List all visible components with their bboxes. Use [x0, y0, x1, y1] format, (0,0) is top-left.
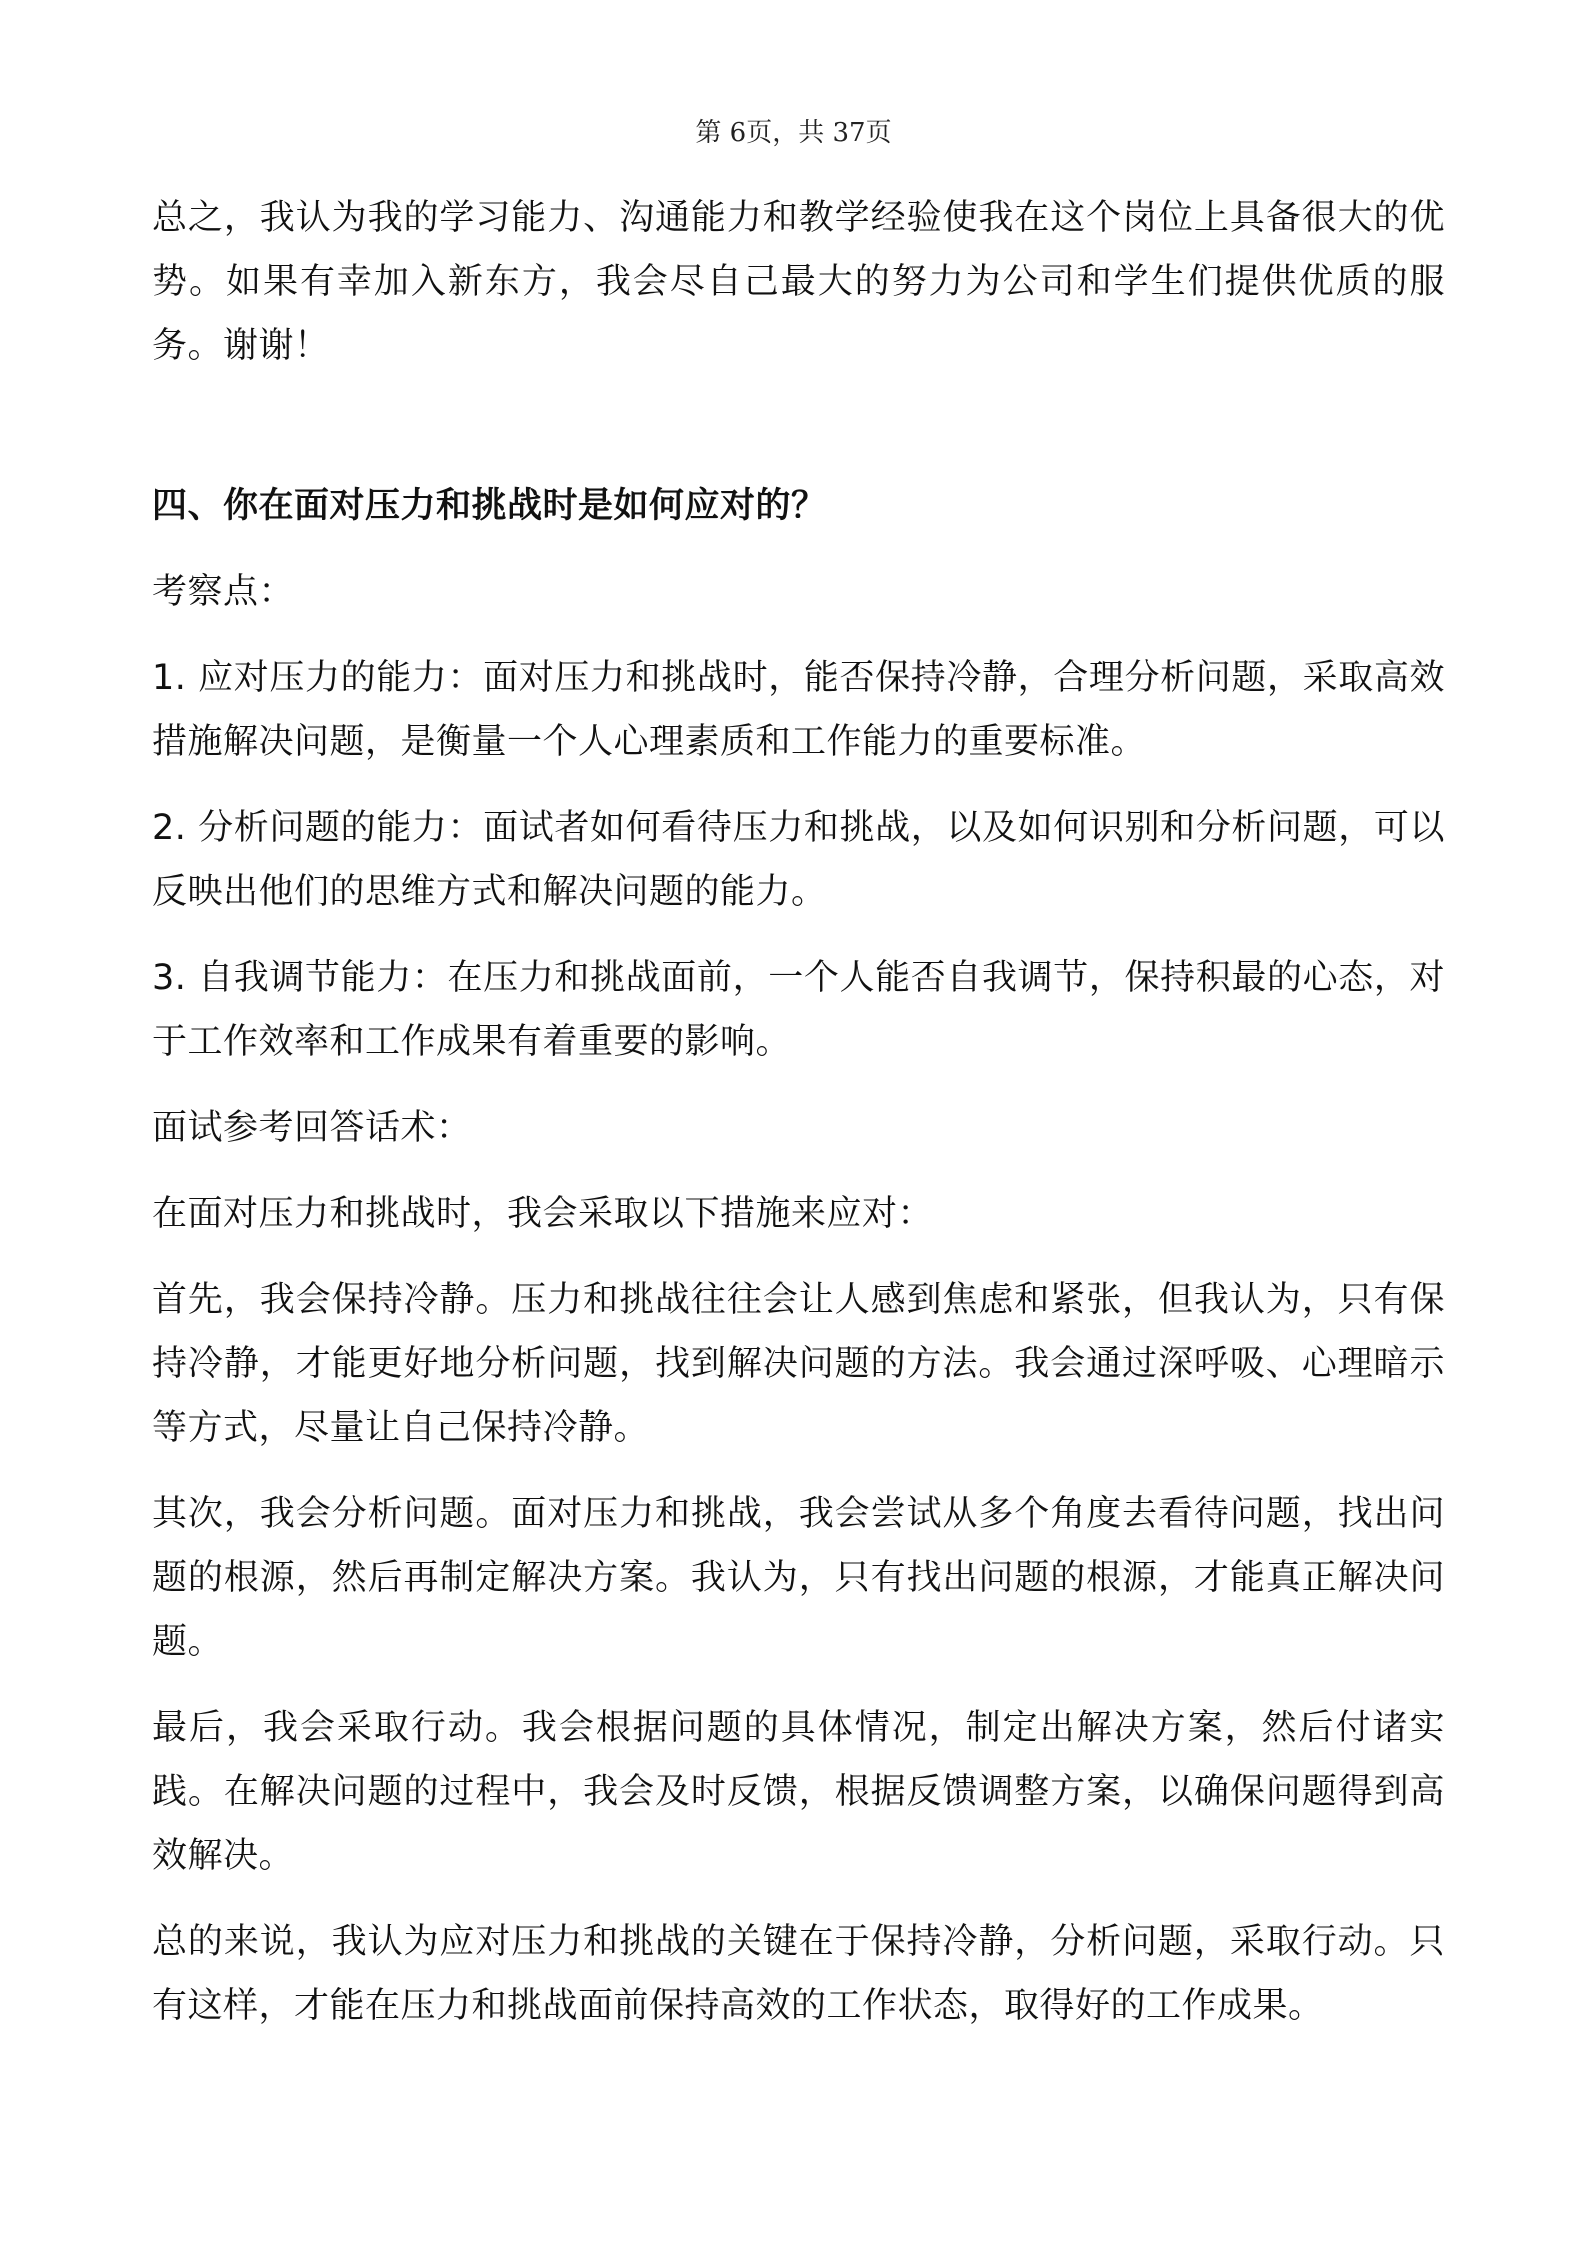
- point-item-1: 1. 应对压力的能力：面对压力和挑战时，能否保持冷静，合理分析问题，采取高效措施解决问题，是衡量一个人心理素质和工作能力的重要标准。: [152, 658, 1445, 762]
- section-heading: 四、你在面对压力和挑战时是如何应对的？: [152, 486, 827, 526]
- answer-label: 面试参考回答话术：: [152, 1108, 472, 1148]
- points-label: 考察点：: [152, 572, 295, 612]
- point-item-2: 2. 分析问题的能力：面试者如何看待压力和挑战，以及如何识别和分析问题，可以反映出他们的思维方式和解决问题的能力。: [152, 808, 1445, 912]
- answer-paragraph-intro: 在面对压力和挑战时，我会采取以下措施来应对：: [152, 1194, 934, 1234]
- answer-paragraph-last: 最后，我会采取行动。我会根据问题的具体情况，制定出解决方案，然后付诸实践。在解决问题的过程中，我会及时反馈，根据反馈调整方案，以确保问题得到高效解决。: [152, 1708, 1445, 1876]
- answer-paragraph-first: 首先，我会保持冷静。压力和挑战往往会让人感到焦虑和紧张，但我认为，只有保持冷静，才能更好地分析问题，找到解决问题的方法。我会通过深呼吸、心理暗示等方式，尽量让自己保持冷静。: [152, 1280, 1445, 1448]
- closing-paragraph: 总之，我认为我的学习能力、沟通能力和教学经验使我在这个岗位上具备很大的优势。如果有幸加入新东方，我会尽自己最大的努力为公司和学生们提供优质的服务。谢谢！: [152, 198, 1445, 366]
- page-indicator: 第 6页，共 37页: [695, 118, 892, 148]
- point-item-3: 3. 自我调节能力：在压力和挑战面前，一个人能否自我调节，保持积最的心态，对于工作效率和工作成果有着重要的影响。: [152, 958, 1445, 1062]
- answer-paragraph-second: 其次，我会分析问题。面对压力和挑战，我会尝试从多个角度去看待问题，找出问题的根源，然后再制定解决方案。我认为，只有找出问题的根源，才能真正解决问题。: [152, 1494, 1445, 1662]
- answer-paragraph-summary: 总的来说，我认为应对压力和挑战的关键在于保持冷静，分析问题，采取行动。只有这样，才能在压力和挑战面前保持高效的工作状态，取得好的工作成果。: [152, 1922, 1445, 2026]
- page-content: [152, 186, 1445, 2060]
